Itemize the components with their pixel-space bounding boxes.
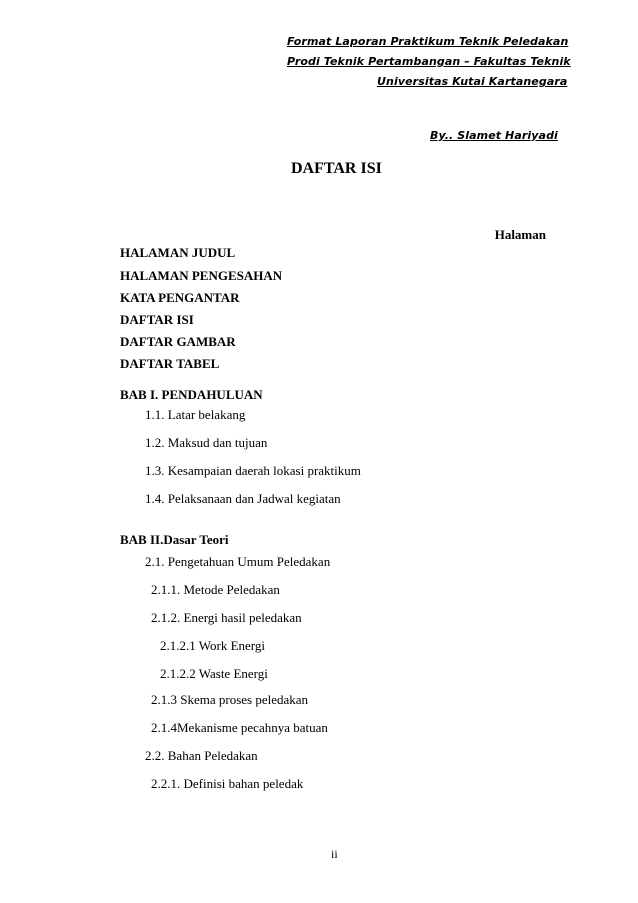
toc-chapter-1: BAB I. PENDAHULUAN <box>120 387 263 402</box>
toc-front-item: DAFTAR TABEL <box>120 356 220 371</box>
toc-front-item: HALAMAN JUDUL <box>120 245 236 260</box>
header-line-3: Universitas Kutai Kartanegara <box>377 75 568 88</box>
page-number: ii <box>331 847 338 861</box>
toc-item: 1.1. Latar belakang <box>145 407 246 422</box>
toc-item: 1.3. Kesampaian daerah lokasi praktikum <box>145 463 361 478</box>
toc-chapter-2: BAB II.Dasar Teori <box>120 532 229 547</box>
toc-item: 2.1.2. Energi hasil peledakan <box>151 610 302 625</box>
toc-item: 1.4. Pelaksanaan dan Jadwal kegiatan <box>145 491 341 506</box>
toc-item: 2.2. Bahan Peledakan <box>145 748 258 763</box>
toc-item: 2.1. Pengetahuan Umum Peledakan <box>145 554 331 569</box>
halaman-label: Halaman <box>494 227 546 242</box>
toc-item: 2.2.1. Definisi bahan peledak <box>151 776 304 791</box>
toc-item: 1.2. Maksud dan tujuan <box>145 435 268 450</box>
toc-front-item: DAFTAR ISI <box>120 312 194 327</box>
toc-item: 2.1.2.1 Work Energi <box>160 638 265 653</box>
header-author: By.. Slamet Hariyadi <box>430 129 558 142</box>
toc-item: 2.1.4Mekanisme pecahnya batuan <box>151 720 328 735</box>
toc-item: 2.1.1. Metode Peledakan <box>151 582 280 597</box>
page-title: DAFTAR ISI <box>291 160 382 177</box>
toc-front-item: KATA PENGANTAR <box>120 290 240 305</box>
toc-front-item: HALAMAN PENGESAHAN <box>120 268 283 283</box>
toc-front-item: DAFTAR GAMBAR <box>120 334 236 349</box>
toc-item: 2.1.2.2 Waste Energi <box>160 666 268 681</box>
header-line-2: Prodi Teknik Pertambangan – Fakultas Teknik <box>287 55 571 68</box>
header-line-1: Format Laporan Praktikum Teknik Peledakan <box>287 35 569 48</box>
toc-item: 2.1.3 Skema proses peledakan <box>151 692 309 707</box>
